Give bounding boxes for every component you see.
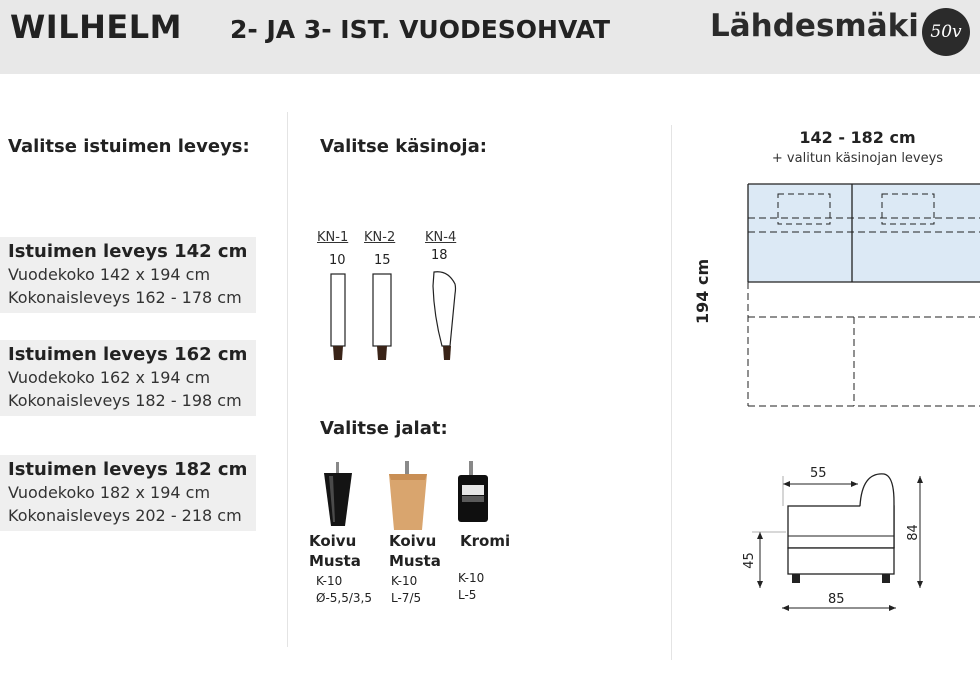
- anniversary-seal-icon: 50v: [922, 8, 970, 56]
- seat-width-option[interactable]: [0, 455, 256, 531]
- bed-width-label: 142 - 182 cm + valitun käsinojan leveys: [771, 128, 944, 166]
- total-width: Kokonaisleveys 182 - 198 cm: [8, 391, 242, 410]
- total-width: Kokonaisleveys 202 - 218 cm: [8, 506, 242, 525]
- header-bar: [0, 0, 980, 74]
- seat-height-value: 45: [741, 552, 757, 569]
- leg-detail: K-10 Ø-5,5/3,5: [316, 574, 372, 605]
- bed-size: Vuodekoko 142 x 194 cm: [8, 265, 211, 284]
- legs-heading: Valitse jalat:: [320, 418, 448, 439]
- bed-top-view-diagram: [744, 180, 980, 412]
- armrest-code[interactable]: KN-2: [364, 230, 396, 245]
- bed-size: Vuodekoko 162 x 194 cm: [8, 368, 211, 387]
- brand-logo-text: Lähdesmäki: [710, 8, 919, 44]
- armrest-kn4-icon[interactable]: [428, 266, 460, 366]
- seat-width-option[interactable]: [0, 340, 256, 416]
- leg-birch-black-round-icon[interactable]: [320, 460, 356, 530]
- leg-detail: K-10 L-5: [458, 571, 485, 602]
- armrest-code[interactable]: KN-4: [425, 230, 457, 245]
- armrest-width: 10: [329, 253, 346, 268]
- bed-length-label: 194 cm: [693, 258, 712, 324]
- seat-width-heading: Valitse istuimen leveys:: [8, 136, 250, 157]
- leg-birch-black-square-icon[interactable]: [386, 460, 430, 534]
- armrest-width: 18: [431, 248, 448, 263]
- armrest-heading: Valitse käsinoja:: [320, 136, 487, 157]
- seat-width-title: Istuimen leveys 142 cm: [8, 241, 248, 262]
- leg-name: Koivu Musta: [309, 532, 361, 570]
- seat-width-title: Istuimen leveys 182 cm: [8, 459, 248, 480]
- leg-detail: K-10 L-7/5: [391, 574, 422, 605]
- armrest-width: 15: [374, 253, 391, 268]
- column-divider: [671, 125, 672, 660]
- column-divider: [287, 112, 288, 647]
- leg-chrome-icon[interactable]: [454, 460, 492, 526]
- leg-name: Koivu Musta: [389, 532, 441, 570]
- product-subtitle: 2- JA 3- IST. VUODESOHVAT: [230, 15, 611, 44]
- armrest-code[interactable]: KN-1: [317, 230, 349, 245]
- seat-depth-value: 55: [810, 466, 827, 481]
- leg-name: Kromi: [460, 532, 511, 550]
- total-height-value: 84: [905, 524, 921, 541]
- armrest-kn2-icon[interactable]: [370, 270, 394, 366]
- seat-width-option[interactable]: [0, 237, 256, 313]
- total-depth-value: 85: [828, 592, 845, 607]
- seat-width-title: Istuimen leveys 162 cm: [8, 344, 248, 365]
- total-width: Kokonaisleveys 162 - 178 cm: [8, 288, 242, 307]
- armrest-kn1-icon[interactable]: [326, 270, 350, 366]
- product-name: WILHELM: [10, 8, 182, 46]
- bed-size: Vuodekoko 182 x 194 cm: [8, 483, 211, 502]
